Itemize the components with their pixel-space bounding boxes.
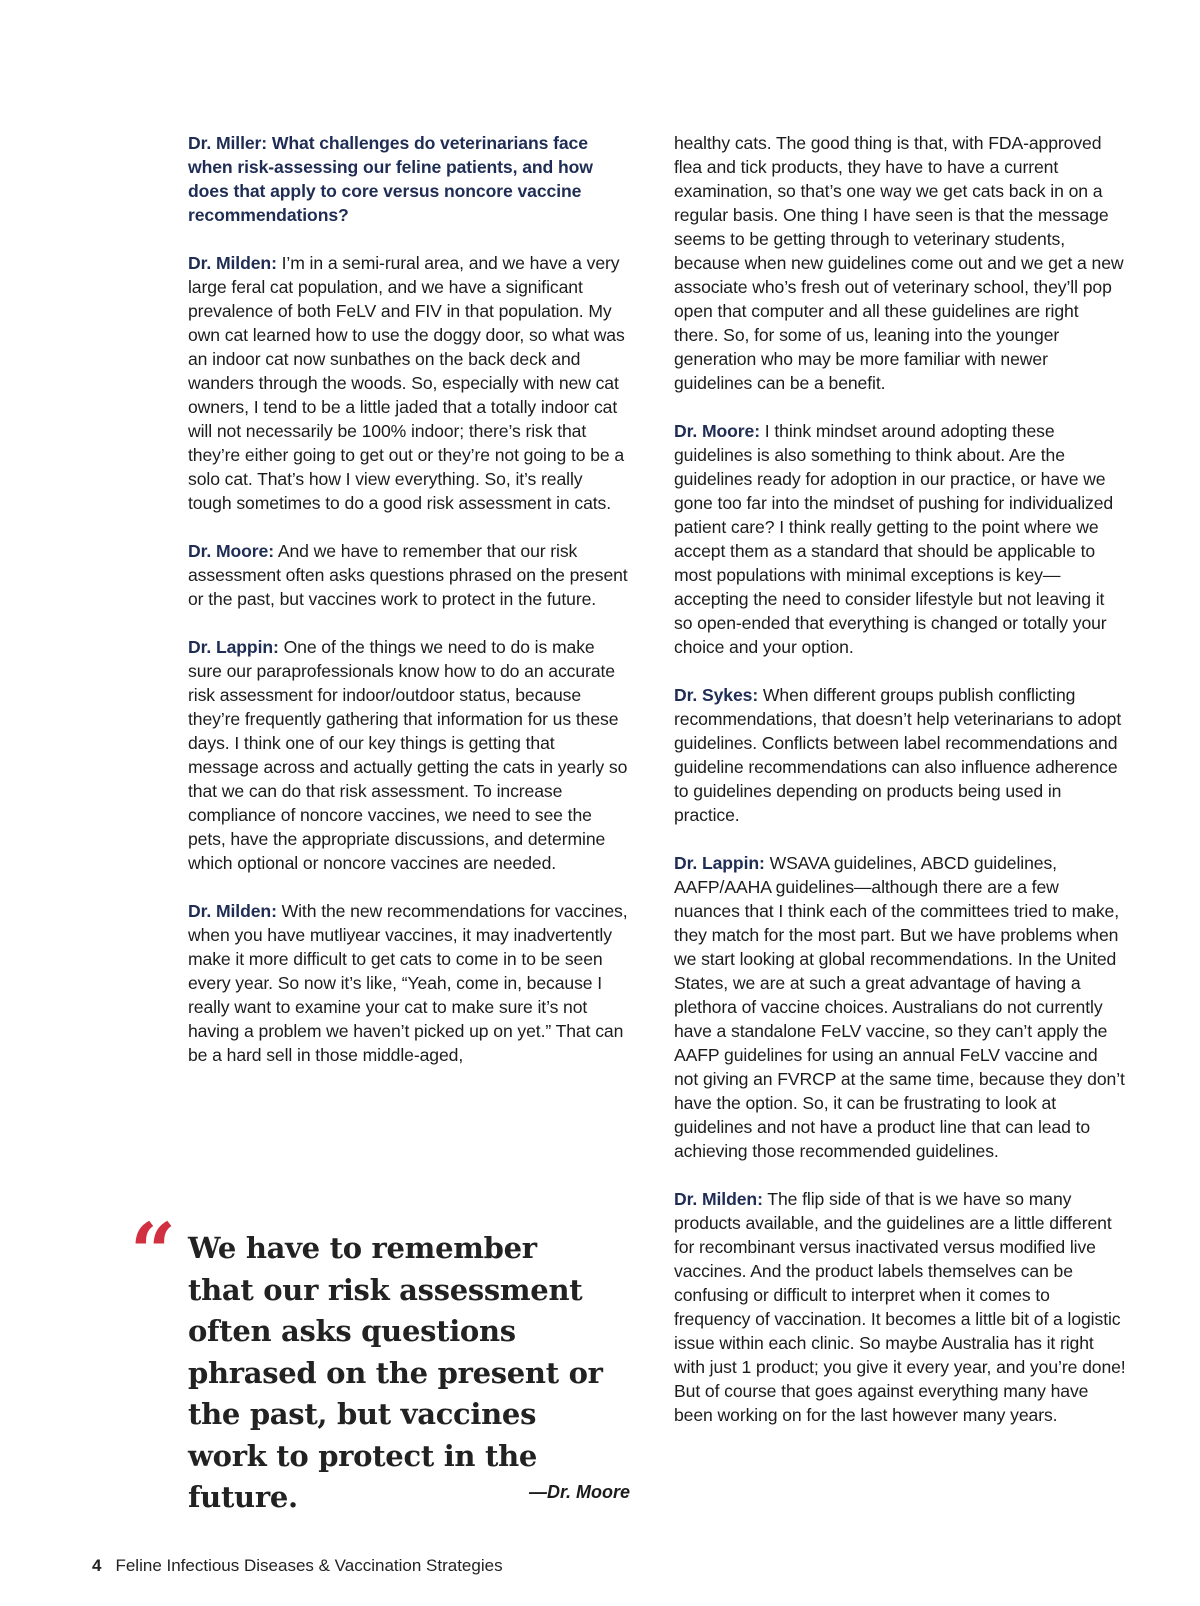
speaker-name: Dr. Sykes:	[674, 685, 759, 705]
answer-paragraph	[188, 899, 628, 1067]
answer-text: When different groups publish conflicting recommendations, that doesn’t help veterinarians to adopt guidelines. Conflicts between label recommendations and guideline recommendations can also influence adherence to guidelines depending on products being used in practice.	[674, 685, 1122, 825]
pull-quote-text: We have to remember that our risk assessment often asks questions phrased on the present or the past, but vaccines work to protect in the future.	[188, 1231, 603, 1514]
pull-quote-attribution: —Dr. Moore	[528, 1482, 630, 1502]
answer-paragraph	[188, 251, 628, 515]
speaker-name: Dr. Moore:	[188, 541, 274, 561]
answer-text: And we have to remember that our risk assessment often asks questions phrased on the present or the past, but vaccines work to protect in the future.	[188, 541, 628, 609]
answer-paragraph	[674, 419, 1126, 659]
speaker-name: Dr. Moore:	[674, 421, 760, 441]
answer-paragraph	[674, 851, 1126, 1163]
speaker-name: Dr. Milden:	[188, 901, 277, 921]
answer-text: I think mindset around adopting these guidelines is also something to think about. Are the guidelines ready for adoption in our practice, or have we gone too far into the mindset of pushing for individualized patient care? I think really getting to the point where we accept them as a standard that should be applicable to most populations with minimal exceptions is key—accepting the need to consider lifestyle but not leaving it so open-ended that everything is changed or totally your choice and your option.	[674, 421, 1114, 657]
page-footer	[92, 1556, 503, 1576]
speaker-name: Dr. Lappin:	[674, 853, 765, 873]
answer-text: The flip side of that is we have so many products available, and the guidelines are a little different for recombinant versus inactivated versus modified live vaccines. And the product labels themselves can be confusing or difficult to interpret when it comes to frequency of vaccination. It becomes a little bit of a logistic issue within each clinic. So maybe Australia has it right with just 1 product; you give it every year, and you’re done! But of course that goes against everything many have been working on for the last however many years.	[674, 1189, 1126, 1425]
answer-text: One of the things we need to do is make sure our paraprofessionals know how to do an accurate risk assessment for indoor/outdoor status, because they’re frequently gathering that information for us these days. I think one of our key things is getting that message across and actually getting the cats in yearly so that we can do that risk assessment. To increase compliance of noncore vaccines, we need to see the pets, have the appropriate discussions, and determine which optional or noncore vaccines are needed.	[188, 637, 628, 873]
speaker-name: Dr. Lappin:	[188, 637, 279, 657]
page-number: 4	[92, 1556, 102, 1575]
interview-question: Dr. Miller: What challenges do veterinarians face when risk-assessing our feline patients, and how does that apply to core versus noncore vaccine recommendations?	[188, 133, 593, 225]
answer-text: I’m in a semi-rural area, and we have a very large feral cat population, and we have a significant prevalence of both FeLV and FIV in that population. My own cat learned how to use the doggy door, so what was an indoor cat now sunbathes on the back deck and wanders through the woods. So, especially with new cat owners, I tend to be a little jaded that a totally indoor cat will not necessarily be 100% indoor; there’s risk that they’re either going to get out or they’re not going to be a solo cat. That’s how I view everything. So, it’s really tough sometimes to do a good risk assessment in cats.	[188, 253, 625, 513]
answer-paragraph	[188, 539, 628, 611]
publication-title: Feline Infectious Diseases & Vaccination Strategies	[115, 1556, 503, 1575]
quote-mark-icon: “	[130, 1205, 177, 1299]
answer-paragraph	[674, 1187, 1126, 1427]
answer-text: WSAVA guidelines, ABCD guidelines, AAFP/AAHA guidelines—although there are a few nuances that I think each of the committees tried to make, they match for the most part. But we have problems when we start looking at global recommendations. In the United States, we are at such a great advantage of having a plethora of vaccine choices. Australians do not currently have a standalone FeLV vaccine, so they can’t apply the AAFP guidelines for using an annual FeLV vaccine and not giving an FVRCP at the same time, because they don’t have the option. So, it can be frustrating to look at guidelines and not have a product line that can lead to achieving those recommended guidelines.	[674, 853, 1125, 1161]
right-column	[674, 131, 1126, 1451]
answer-paragraph	[674, 683, 1126, 827]
speaker-name: Dr. Milden:	[188, 253, 277, 273]
left-column	[188, 131, 628, 1091]
continued-paragraph: healthy cats. The good thing is that, with FDA-approved flea and tick products, they have to have a current examination, so that’s one way we get cats back in on a regular basis. One thing I have seen is that the message seems to be getting through to veterinary students, because when new guidelines come out and we get a new associate who’s fresh out of veterinary school, they’ll pop open that computer and all these guidelines are right there. So, for some of us, leaning into the younger generation who may be more familiar with newer guidelines can be a benefit.	[674, 133, 1124, 393]
speaker-name: Dr. Milden:	[674, 1189, 763, 1209]
answer-paragraph	[188, 635, 628, 875]
answer-text: With the new recommendations for vaccines, when you have mutliyear vaccines, it may inadvertently make it more difficult to get cats to come in to be seen every year. So now it’s like, “Yeah, come in, because I really want to examine your cat to make sure it’s not having a problem we haven’t picked up on yet.” That can be a hard sell in those middle-aged,	[188, 901, 628, 1065]
